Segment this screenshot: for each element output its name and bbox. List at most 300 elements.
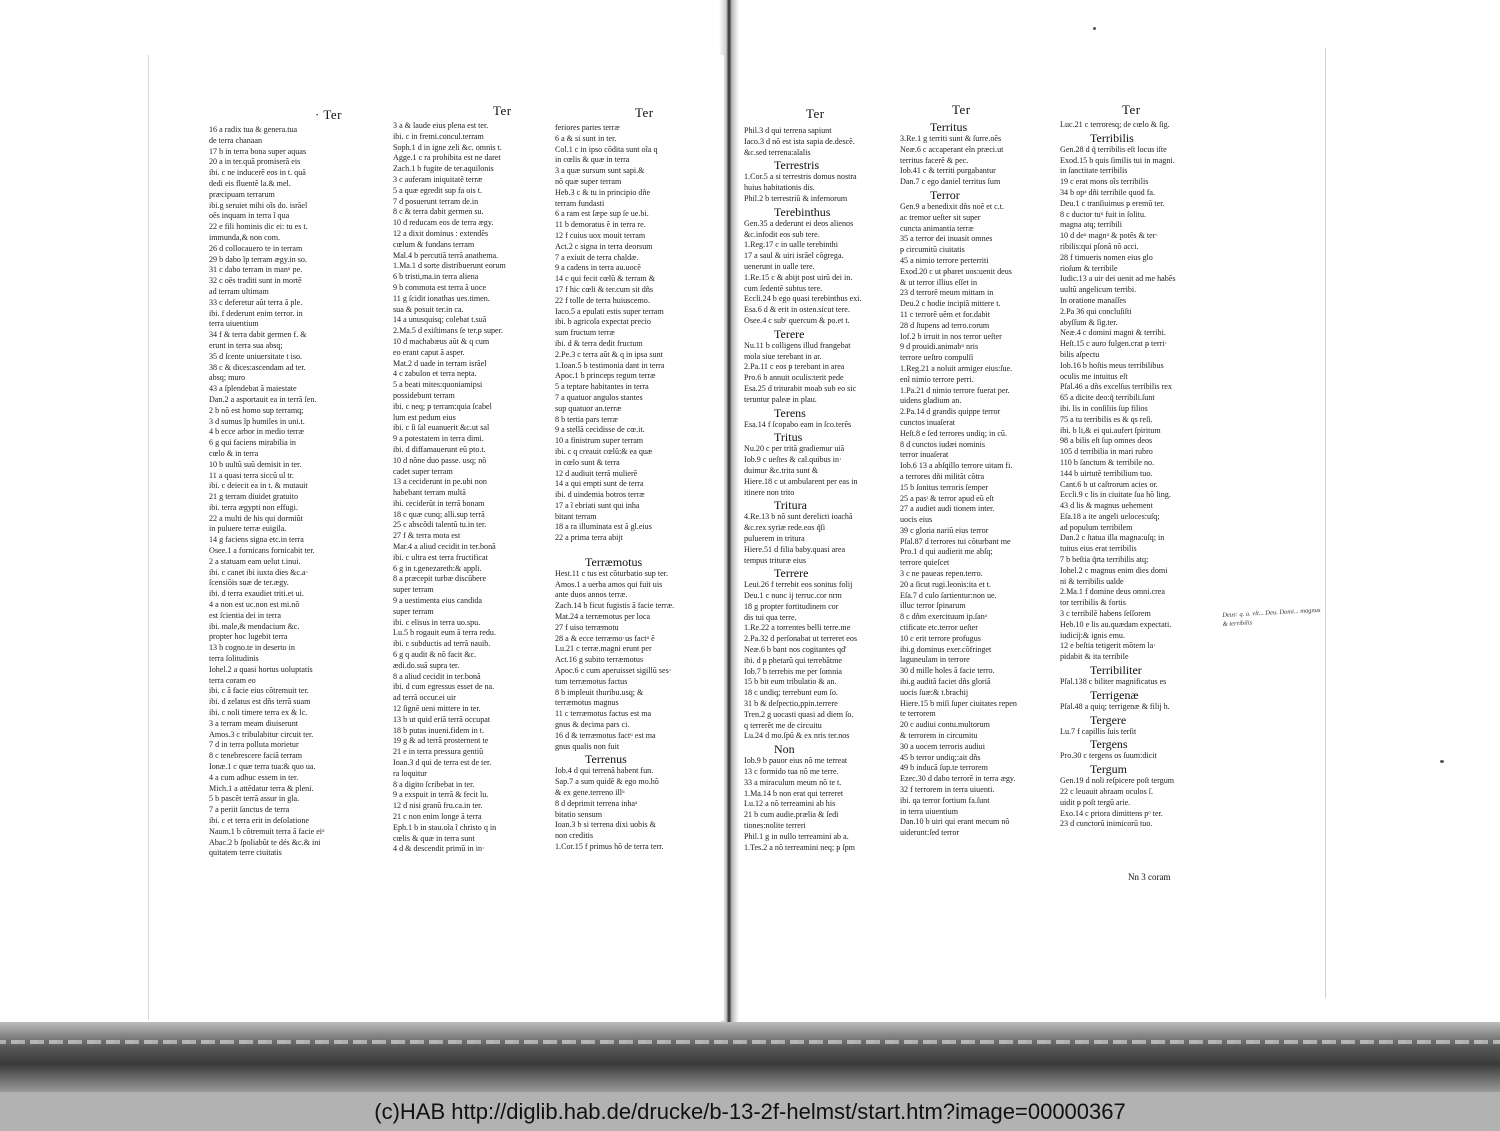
concordance-line: q terrerẽt me de circuitu — [744, 720, 822, 730]
concordance-line: Iob.16 b hoſtis meus terribilibus — [1060, 360, 1164, 370]
concordance-line: 5 a quæ egredit sup fa ois t. — [393, 185, 483, 195]
concordance-line: tempus trituræ eius — [744, 555, 807, 565]
concordance-line: Abac.2 b ſpoliabũt te dés &c.& ini — [209, 837, 321, 847]
concordance-line: 6 g qui faciens mirabilia in — [209, 438, 296, 448]
concordance-line: ctificate etc.terror ueſter — [900, 623, 978, 633]
concordance-line: 1.Reg.21 a noluit armiger eius:ſue. — [900, 363, 1013, 373]
concordance-line: immunda,& non com. — [209, 232, 281, 242]
concordance-line: Act.16 g subito terræmotus — [555, 655, 644, 665]
concordance-line: 4 a cum adhuc essem in ter. — [209, 772, 299, 782]
concordance-line: 4 d & descendit primũ in in· — [393, 844, 485, 854]
concordance-line: 7 a exiuit de terra chaldæ. — [555, 252, 639, 262]
concordance-line: cuncta animantia terræ — [900, 223, 974, 233]
concordance-line: 2.Pa.14 d grandis quippe terror — [900, 407, 1001, 417]
concordance-line: 2.Pa 36 qui concluſiſti — [1060, 306, 1132, 316]
concordance-line: Pro.30 c tergens os ſuum:dicit — [1060, 751, 1157, 761]
lemma-heading: Tergere — [1090, 712, 1127, 727]
concordance-line: 18 c quæ cunq; alli.sup terrã — [393, 509, 485, 519]
concordance-line: Apoc.1 b princeps regum terræ — [555, 371, 656, 381]
concordance-line: ibi. c ſi ſal euanuerit &c.ut sal — [393, 423, 490, 433]
concordance-line: Nu.11 b colligens illud frangebat — [744, 340, 851, 350]
concordance-line: 2 b nõ est homo sup terramq; — [209, 405, 304, 415]
concordance-line: ac tremor ueſter sit super — [900, 212, 981, 222]
concordance-line: 33 c deferetur aũt terra ã ple. — [209, 297, 303, 307]
concordance-line: ibi. terra ægypti non effugi. — [209, 502, 298, 512]
concordance-line: Pro.6 b annuit oculis:terit pede — [744, 373, 844, 383]
concordance-line: Mal.4 b percutiã terrã anathema. — [393, 250, 499, 260]
concordance-line: Phil.2 b terrestriũ & infernorum — [744, 193, 848, 203]
concordance-line: 6 b tristi,ma.in terra aliena — [393, 272, 479, 282]
concordance-line: terra coram eo — [209, 675, 256, 685]
running-head: Ter — [1122, 102, 1141, 117]
concordance-line: Deu.1 c nunc ij terruc.cor nrm — [744, 591, 842, 601]
lemma-heading: Terrenus — [585, 752, 627, 767]
concordance-line: Hiere.15 b miſi ſuper ciuitates repen — [900, 698, 1017, 708]
concordance-line: duimur &c.trita sunt & — [744, 465, 819, 475]
concordance-line: 23 d cunctorũ inimicorũ tuo. — [1060, 819, 1153, 829]
concordance-line: 3 c ne paueas repen.terro. — [900, 569, 983, 579]
concordance-line: Gen.19 d noli reſpicere poſt tergum — [1060, 776, 1175, 786]
concordance-line: 49 b inducã ſup.te terrorem — [900, 763, 988, 773]
concordance-line: 32 c oēs traditi sunt in mortē — [209, 276, 302, 286]
concordance-line: oēs inquam in terra ĩ qua — [209, 211, 290, 221]
concordance-line: Esa.6 d & erit in osten.sicut tere. — [744, 305, 850, 315]
concordance-line: propter hoc lugebit terra — [209, 632, 288, 642]
concordance-line: bitant terram — [555, 511, 597, 521]
concordance-line: ibi. c elisus in terra uo.spu. — [393, 617, 481, 627]
concordance-line: 21 b cum audie.prælia & ſedi — [744, 810, 839, 820]
concordance-line: Iohel.2 a quasi hortus uoluptatis — [209, 664, 313, 674]
concordance-line: 12 a dixit dominus : extendẽs — [393, 228, 489, 238]
concordance-line: ibi. lis in conſiliis ſup filios — [1060, 403, 1148, 413]
lemma-heading: Terribilis — [1090, 130, 1134, 145]
concordance-line: Leui.26 f terrebit eos sonitus folij — [744, 580, 853, 590]
concordance-line: 25 c abscõdi talentũ tu.in ter. — [393, 520, 487, 530]
concordance-line: & ut terror illius eſſet in — [900, 277, 978, 287]
concordance-line: 1.Ioan.5 b testimonia dant in terra — [555, 360, 665, 370]
concordance-line: ᵽ circumitũ ciuitatis — [900, 245, 965, 255]
concordance-line — [555, 544, 723, 555]
concordance-line: Sap.7 a sum quidẽ & ego mo.hõ — [555, 777, 659, 787]
concordance-line: laguneulam in terrore — [900, 655, 970, 665]
running-head: Ter — [952, 102, 971, 117]
running-head: Ter — [493, 103, 512, 118]
concordance-line: mola siue terebant in ar. — [744, 351, 822, 361]
concordance-line: 27 f uiso terræmotu — [555, 622, 619, 632]
concordance-line: 17 b in terra bona super aquas — [209, 146, 307, 156]
concordance-line: 17 a saul & uiri isrãel cõgrega. — [744, 251, 844, 261]
concordance-line: terrore quieſcet — [900, 558, 950, 568]
concordance-line: 10 d nõne duo passe. usq; nõ — [393, 455, 487, 465]
concordance-line: Luc.21 c terroresq; de cœlo & ſig. — [1060, 120, 1170, 129]
concordance-line: 8 b impleuit thuribu.usq; & — [555, 687, 644, 697]
concordance-line: ædi.do.suã supra ter. — [393, 660, 460, 670]
concordance-line: Deu.1 c tranſiuimus ᵽ eremũ ter. — [1060, 198, 1165, 208]
concordance-line: Col.1 c in ipso cõdita sunt oĩa q — [555, 144, 658, 154]
concordance-line: 15 b ſonitus terroris ſemper — [900, 482, 989, 492]
concordance-line: Iudic.13 a uir dei uenit ad me habẽs — [1060, 274, 1176, 284]
concordance-line: puluerem in tritura — [744, 533, 805, 543]
concordance-line: 8 a præcepit turbæ discũbere — [393, 574, 487, 584]
concordance-line: ibi. c neq; ᵽ terram:quia ſcabel — [393, 401, 492, 411]
concordance-line: Iob.4 d qui terrenã habent fun. — [555, 766, 654, 776]
concordance-line: 16 d & terræmotus factᵘ est ma — [555, 730, 656, 740]
concordance-line: Phil.1 g in nullo terreamini ab a. — [744, 831, 849, 841]
concordance-line: Mat.24 a terræmotus per loca — [555, 612, 651, 622]
concordance-line: 7 d in terra polluta morietur — [209, 740, 299, 750]
concordance-line: uidens gladium an. — [900, 396, 962, 406]
concordance-line: Lu.7 f capillis ſuis terſit — [1060, 726, 1137, 736]
concordance-line: quitatem terre ciuitatis — [209, 848, 282, 858]
concordance-line: Hest.11 c tus est cõturbatio sup ter. — [555, 568, 668, 578]
concordance-line: 34 f & terra dabit germen f. & — [209, 330, 307, 340]
concordance-line: Osee.4 c subᵗ quercum & po.et t. — [744, 315, 850, 325]
concordance-line: Pſal.87 d terrores tui cõturbant me — [900, 536, 1011, 546]
concordance-line: bitatio sensum — [555, 809, 602, 819]
concordance-line: Heb.3 c & tu in principio dñe — [555, 187, 651, 197]
concordance-line: 2.Pa.32 d perſonabat ut terreret eos — [744, 634, 858, 644]
concordance-line: Pſal.138 c biliter magnificatus es — [1060, 677, 1167, 687]
concordance-line: Iaco.3 d nõ est ista sapia de.descẽ. — [744, 136, 855, 146]
concordance-line: 8 a digito ſcribebat in ter. — [393, 779, 475, 789]
lemma-heading: Terror — [930, 187, 960, 202]
concordance-line: Exod.15 b quis ſimilis tui in magni. — [1060, 155, 1175, 165]
concordance-line: Dan.7 c ego daniel territus ſum — [900, 177, 1001, 187]
concordance-line: terram fundasti — [555, 198, 605, 208]
concordance-line: Agge.1 c ra prohibita est ne daret — [393, 153, 501, 163]
concordance-line: Amos.1 a uerba amos qui fuit uis — [555, 579, 663, 589]
concordance-line: sum fructum terræ — [555, 328, 615, 338]
concordance-line: 7 a quatuor angulos stantes — [555, 392, 643, 402]
concordance-line: 30 a uocem terroris audiui — [900, 741, 985, 751]
concordance-line: ibi. c q creauit cœlũ:& ea quæ — [555, 446, 653, 456]
concordance-line: gnus & decima pars ci. — [555, 720, 630, 730]
concordance-line: Heſt.8 e ſed terrores undiq; in cũ. — [900, 428, 1007, 438]
concordance-line: 18 c undiq; terrebunt eum ſo. — [744, 688, 838, 698]
concordance-line: Iof.2 b irruit in nos terror ueſter — [900, 331, 1002, 341]
column-lines — [555, 123, 723, 853]
concordance-line: Eſa.7 d culo ſartientur:non ue. — [900, 590, 997, 600]
concordance-line: a terrores dñi militãt cõtra — [900, 471, 985, 481]
lemma-heading: Tergum — [1090, 762, 1127, 777]
concordance-line: 4.Re.13 b nõ sunt derelicti ioachã — [744, 512, 853, 522]
concordance-line: dis tui qua terre. — [744, 612, 797, 622]
concordance-line: ribilis:qui pſonã nõ acci. — [1060, 241, 1139, 251]
concordance-line: 12 d nisi granũ fru.ca.in ter. — [393, 801, 483, 811]
lemma-heading: Terrere — [774, 566, 809, 581]
concordance-line: Mar.4 a aliud cecidit in ter.bonã — [393, 542, 496, 552]
concordance-line: 11 g ſcidit ionathas ues.timen. — [393, 293, 490, 303]
concordance-line: ibi. ceciderũt in terrã bonam — [393, 498, 485, 508]
catchword: Nn 3 coram — [1128, 872, 1171, 882]
concordance-line: 13 b cogno.te in deserto in — [209, 643, 295, 653]
concordance-line: Neæ.6 c accaperant eĩn præci.ut — [900, 144, 1004, 154]
concordance-line: In oratione manaſſes — [1060, 295, 1127, 305]
concordance-line: cœlo & in terra — [209, 448, 259, 458]
concordance-line: 45 a nimio terrore perterriti — [900, 255, 989, 265]
concordance-line: Lu.12 a nõ terreamini ab his — [744, 799, 836, 809]
concordance-line: Ioan.3 b si terrena dixi uobis & — [555, 820, 656, 830]
scan-bottom-shadow — [0, 1022, 1500, 1092]
concordance-line: Nu.20 c per tritã gradiemur uiã — [744, 444, 845, 454]
concordance-line: Hiere.51 d filia baby.quasi area — [744, 544, 846, 554]
concordance-line: ra loquitur — [393, 768, 427, 778]
concordance-line: præcipuam terrarum — [209, 189, 275, 199]
concordance-line: 5 b pascẽt terrã assur in gla. — [209, 794, 300, 804]
concordance-line: ibi. c ultra est terra fructificat — [393, 552, 488, 562]
concordance-line: Soph.1 d in igne zeli &c. omnis t. — [393, 142, 502, 152]
concordance-line: Pro.1 d qui audierit me abſq; — [900, 547, 993, 557]
concordance-line: 26 d collocauero te in terram — [209, 243, 303, 253]
concordance-line: Pſal.48 a quiq; terrigenæ & filij h. — [1060, 701, 1170, 711]
concordance-line: Exo.14 c priora dimittens pᵒ ter. — [1060, 808, 1163, 818]
concordance-line: 4 b ecce arbor in medio terræ — [209, 427, 304, 437]
left-page — [148, 55, 724, 1020]
concordance-line: Naum.1 b cõtremuit terra ã facie eiᵘ — [209, 826, 325, 836]
concordance-line: 8 c tenebrescere faciã terram — [209, 751, 303, 761]
concordance-line: 30 d mille holes ã facie terro. — [900, 666, 995, 676]
concordance-line: 8 d deprimit terrena inhaᵃ — [555, 798, 638, 808]
concordance-line: 27 f & terra mota est — [393, 531, 461, 541]
concordance-line: 17 f hic cœli & ter.cum sit dñs — [555, 284, 654, 294]
concordance-line: 8 c dñm exercituum ip.ſanᵃ — [900, 612, 987, 622]
concordance-line: 9 d prouidi.animabᵘ nris — [900, 342, 979, 352]
concordance-line: 3 a & laude eius plena est ter. — [393, 121, 489, 130]
concordance-line: itinere non trito — [744, 487, 795, 497]
concordance-line: Osee.1 a fornicans fornicabit ter. — [209, 546, 315, 556]
concordance-line: Phil.3 d qui terrena sapiunt — [744, 126, 832, 135]
concordance-line: 2.Pa.11 c eos ᵽ terebant in area — [744, 362, 845, 372]
concordance-line: uultũ angelicum terribi. — [1060, 285, 1137, 295]
concordance-line: ibi. qa terror fortium fa.ſunt — [900, 795, 990, 805]
concordance-line: Deu.2 c hodie incipiã mittere t. — [900, 299, 1001, 309]
concordance-line: sup quatuor an.terræ — [555, 403, 622, 413]
column-lines — [744, 126, 900, 853]
concordance-line: 28 a & ecce terræmo·us factᵘ ẽ — [555, 633, 655, 643]
concordance-line: 14 c qui fecit cœlũ & terram & — [555, 274, 656, 284]
concordance-line: 3.Re.1 g territi sunt & ſurre.oẽs — [900, 134, 1002, 143]
concordance-line: possidebunt terram — [393, 390, 455, 400]
concordance-line: Pſal.46 a dñs excelſus terribilis rex — [1060, 382, 1172, 392]
concordance-line: 1.Ma.14 b non erat qui terreret — [744, 788, 844, 798]
concordance-line: 17 a ĩ ebriati sunt qui inha — [555, 500, 640, 510]
concordance-line: in puluere terræ euigila. — [209, 524, 287, 534]
concordance-line: absq; muro — [209, 373, 246, 383]
concordance-line: ibi. d diffamauerunt eũ pto.t. — [393, 444, 486, 454]
concordance-line: 33 a miraculum meum nõ te t. — [744, 777, 842, 787]
concordance-line: 18 b putas inueni.fidem in t. — [393, 725, 485, 735]
concordance-line: ibi. c ne inducerē eos in t. quã — [209, 168, 306, 178]
lemma-heading: Terens — [774, 405, 806, 420]
concordance-line: 20 c audiui contu.multorum — [900, 720, 990, 730]
concordance-line: ibi. d & terra dedit fructum — [555, 338, 643, 348]
concordance-line: 1.Re.15 c & abijt post uirũ dei in. — [744, 272, 853, 282]
concordance-line: 11 b demoratus ẽ in terra re. — [555, 220, 646, 230]
concordance-line: 22 e fili hominis dic ei: tu es t. — [209, 222, 308, 232]
concordance-line: de terra chanaan — [209, 135, 263, 145]
concordance-line: in ſanctitate terribilis — [1060, 166, 1128, 176]
concordance-line: Ionæ.1 c quæ terra tua:& quo ua. — [209, 762, 316, 772]
concordance-line: Neæ.4 c domini magni & terribi. — [1060, 328, 1166, 338]
concordance-line: 144 b uirtutẽ terribilium tuo. — [1060, 468, 1153, 478]
concordance-line: Iob.6 13 a abſqillo terrore uitam fi. — [900, 461, 1013, 471]
concordance-line: te terrorem — [900, 709, 936, 719]
concordance-line: 22 a prima terra abijt — [555, 533, 623, 543]
concordance-line: Iohel.2 c magnus enim dies domi — [1060, 565, 1168, 575]
concordance-line: uidit ᵽ poſt tergũ arie. — [1060, 797, 1131, 807]
concordance-line: 10 a finistrum super terram — [555, 436, 644, 446]
concordance-line: tiones:nolite terreri — [744, 821, 806, 831]
concordance-line: terrore ueſtro compulſi — [900, 353, 974, 363]
concordance-line: 35 a terror dei inuasit omnes — [900, 234, 993, 244]
concordance-line: ad terrã occur.ei uir — [393, 693, 456, 703]
concordance-line: 19 c erat mons oĩs terribilis — [1060, 177, 1149, 187]
concordance-line: lum est pedum eius — [393, 412, 456, 422]
concordance-line: Lu.24 d mo.ſpũ & ex nris ter.nos — [744, 731, 850, 741]
concordance-line: ibi. d ᵽ phetarũ qui terrebãtme — [744, 655, 842, 665]
concordance-line: teruntur paleæ in plau. — [744, 394, 817, 404]
concordance-line: rioſum & terribile — [1060, 263, 1118, 273]
concordance-line: ibi.g seruiet mihi oĩs do. isrãel — [209, 200, 308, 210]
concordance-line: Zach.14 b ficut fugistis ã facie terræ. — [555, 601, 675, 611]
concordance-line: 28 d ſtupens ad terro.corum — [900, 320, 990, 330]
marginal-handwritten-note: Deus: q. a. vlt... Deu. Domi... magnus & terribilis — [1222, 606, 1321, 628]
concordance-line: terra uiuentium — [209, 319, 259, 329]
credit-bar — [0, 1092, 1500, 1131]
concordance-line: 98 a bilis eſt ſup omnes deos — [1060, 436, 1153, 446]
concordance-line: 28 f timueris nomen eius glo — [1060, 252, 1153, 262]
concordance-line: dedi eis fluentē la.& mel. — [209, 178, 291, 188]
concordance-line: tuitus eius erat terribilis — [1060, 544, 1137, 554]
concordance-line: Lu.5 b rogauit eum ã terra redu. — [393, 628, 496, 638]
concordance-line: &c.rex syriæ rede.eos q̃ſi — [744, 523, 826, 533]
concordance-line: in cœlis & quæ in terra — [555, 155, 630, 165]
concordance-line: ibi. c et terra erit in deſolatione — [209, 816, 310, 825]
concordance-line: ibi. b li,& ei qui.aufert ſpiritum — [1060, 425, 1161, 435]
concordance-line: 16 a radix tua & genera.tua — [209, 125, 298, 134]
concordance-line: Esa.14 f ſcopabo eam in ſco.terẽs — [744, 419, 852, 429]
concordance-line: 12 ſignẽ ueni mittere in ter. — [393, 704, 481, 714]
concordance-line: &c.sed terrena:aĩalis — [744, 147, 811, 157]
concordance-line: 6 a & si sunt in ter. — [555, 133, 617, 143]
concordance-line: &c.infodit eos sub tere. — [744, 229, 820, 239]
concordance-line: Ezec.30 d dabo terrorẽ in terra ægy. — [900, 774, 1016, 784]
concordance-line: illuc terror ſpinarum — [900, 601, 966, 611]
concordance-line: Eph.1 b in stau.oĩa ĩ christo q in — [393, 822, 497, 832]
concordance-line: 6 g in t.genezareth:& appli. — [393, 563, 482, 573]
concordance-line: eo erant caput ã asper. — [393, 347, 465, 357]
concordance-line: Gen.35 a dederunt ei deos alienos — [744, 218, 854, 228]
concordance-line: 11 c terrorẽ uẽm et for.dabit — [900, 309, 991, 319]
concordance-line: enĩ nimio terrore perri. — [900, 374, 974, 384]
concordance-line: 3 c auferam iniquitatẽ terræ — [393, 174, 483, 184]
concordance-line: ibi. d terra exaudiet triti.et ui. — [209, 589, 304, 599]
concordance-line: 21 g terram diuidet gratuito — [209, 492, 299, 502]
lemma-heading: Terere — [774, 326, 805, 341]
concordance-line: ibi. b agricola expectat precio — [555, 317, 651, 327]
concordance-line: Exod.20 c ut ᵽbaret uos:uenit deus — [900, 266, 1012, 276]
ink-speck — [1440, 760, 1444, 763]
concordance-line: 10 d machabæus aũt & q cum — [393, 336, 490, 346]
lemma-heading: Territus — [930, 120, 968, 134]
concordance-line: super terram — [393, 606, 434, 616]
concordance-line: ante duos annos terræ. — [555, 590, 628, 600]
concordance-line: 10 d deᵘ magnᵘ & potẽs & ter· — [1060, 231, 1159, 241]
concordance-line: 12 d audiuit terrã mulierẽ — [555, 468, 638, 478]
column-lines — [209, 125, 369, 859]
running-head: · Ter — [315, 107, 342, 122]
concordance-line: 8 c ductor tuᵘ fuit in ſolitu. — [1060, 209, 1147, 219]
concordance-line: ibi. d uindemia botros terræ — [555, 490, 645, 500]
concordance-line: 7 a periit ſanctus de terra — [209, 805, 290, 815]
concordance-line: ibi. c noli timere terra ex & lc. — [209, 708, 308, 718]
concordance-line: Heb.10 e lis au.quædam expectati. — [1060, 619, 1172, 629]
lemma-heading: Terebinthus — [774, 204, 831, 219]
concordance-line: nõ quæ super terram — [555, 176, 622, 186]
concordance-line: 2.Ma.1 f domine deus omni.crea — [1060, 587, 1165, 597]
lemma-heading: Terrigenæ — [1090, 687, 1139, 702]
concordance-line: cœlis & quæ in terra sunt — [393, 833, 475, 843]
concordance-line: 43 a ſplendebat ã maiestate — [209, 384, 297, 394]
concordance-line: est ſcientia dei in terra — [209, 610, 281, 620]
concordance-line: 35 d ſcente uniuersitate t iso. — [209, 351, 303, 361]
concordance-line: 13 c formido tua nõ me terre. — [744, 767, 839, 777]
concordance-line: oculis me intuitus eſt — [1060, 371, 1128, 381]
concordance-line: 21 e in terra pressura gentiũ — [393, 747, 484, 757]
concordance-line: Eſa.18 a ite angeli ueloces:uſq; — [1060, 511, 1160, 521]
concordance-line: 1.Re.22 a torrentes belli terre.me — [744, 623, 851, 633]
concordance-line: ad populum terribilem — [1060, 522, 1133, 532]
concordance-line: uocis eius — [900, 515, 933, 525]
concordance-line: abyſſum & ſig.ter. — [1060, 317, 1118, 327]
concordance-line: cum ſedentẽ subtus tere. — [744, 283, 823, 293]
concordance-line: 3 d sumus ĩp humiles in uni.t. — [209, 416, 305, 426]
lemma-heading: Terræmotus — [585, 554, 643, 569]
concordance-line: territus facerẽ & pec. — [900, 155, 969, 165]
concordance-line: tum terræmotus factus — [555, 676, 628, 686]
concordance-line: Gen.28 d q̃ terribilis eſt locus iſte — [1060, 144, 1167, 154]
concordance-line: 31 c dabo terram in manᵘ pe. — [209, 265, 303, 275]
lemma-heading: Terribiliter — [1090, 663, 1142, 678]
concordance-line: 25 a pasᵗ & terror apud eũ eſt — [900, 493, 994, 503]
concordance-line: 20 a in ter.quã promiserã eis — [209, 157, 301, 167]
concordance-line: Mich.1 a attẽdatur terra & pleni. — [209, 783, 314, 793]
concordance-line: Iob.9 b pauor eius nõ me terreat — [744, 756, 848, 766]
concordance-line: 75 a tu terribilis es & qs reſi. — [1060, 414, 1153, 424]
concordance-line: 5 a teptare habitantes in terra — [555, 382, 649, 392]
concordance-line: Mat.2 d uade in terram isrãel — [393, 358, 487, 368]
concordance-line: Iob.9 c ueſtes & cal.quibus in· — [744, 455, 842, 465]
concordance-line: ibi. male,& mendacium &c. — [209, 621, 300, 631]
concordance-line: tor terribilis & fortis — [1060, 598, 1126, 608]
concordance-line: 21 c non enim longe ã terra — [393, 812, 482, 821]
concordance-line: 22 a multi de his qui dormiũt — [209, 513, 303, 523]
concordance-line: 3 a terram meam diuiserunt — [209, 718, 298, 728]
concordance-line: 6 g q audit & nõ facit &c. — [393, 650, 477, 660]
concordance-line: 5 a beati mites:quoniamipsi — [393, 380, 483, 390]
concordance-line: 12 e beſtia tetigerit mõtem la· — [1060, 641, 1156, 651]
concordance-line: ibi. d zelatus est dñs terrã suam — [209, 697, 311, 707]
concordance-line: ibi. d cum egressus esset de na. — [393, 682, 495, 692]
concordance-line: terræmotus magnus — [555, 698, 619, 708]
concordance-line: 10 b uultũ suũ demisit in ter. — [209, 459, 302, 469]
concordance-line: Gen.9 a benedixit dñs noẽ et c.t. — [900, 201, 1005, 211]
concordance-line: 9 a exspuit in terrã & fecit lu. — [393, 790, 489, 800]
concordance-line: magna atq; terribili — [1060, 220, 1123, 230]
concordance-line: 9 a stellã cecidisse de cœ.it. — [555, 425, 645, 435]
concordance-line: 18 a ra illuminata est ã gl.eius — [555, 522, 652, 532]
right-page — [740, 48, 1326, 998]
